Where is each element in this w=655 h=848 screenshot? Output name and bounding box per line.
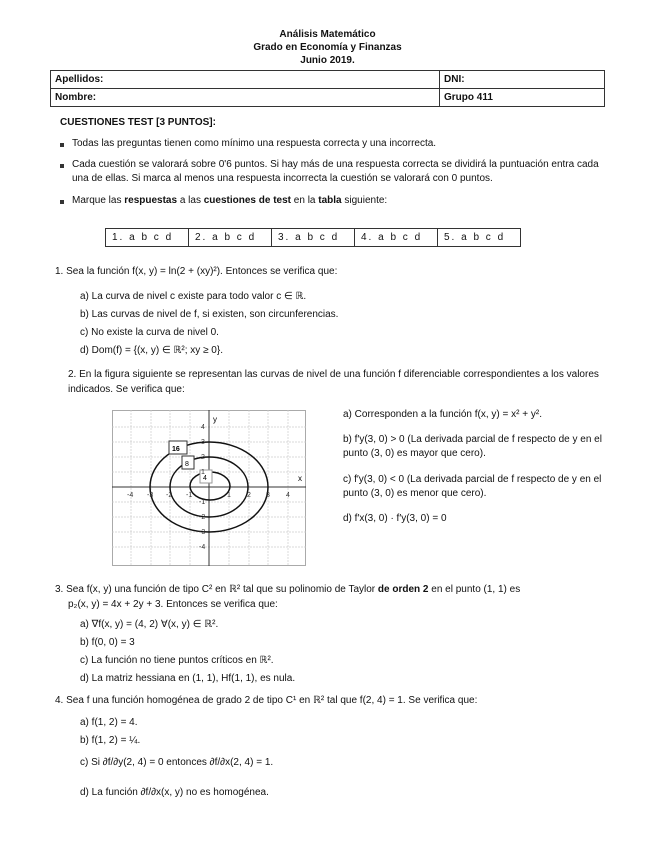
y-tick: 3	[201, 439, 205, 446]
apellidos-field[interactable]: Apellidos:	[51, 71, 440, 89]
text: de orden 2	[377, 584, 429, 595]
instruction-1: Todas las preguntas tienen como mínimo una respuesta correcta y una incorrecta.	[72, 138, 437, 149]
question-4-stem: 4. Sea f una función homogénea de grado 2 de tipo C¹ en ℝ² tal que f(2, 4) = 1. Se verifica que:	[55, 695, 478, 706]
question-2-stem: 2. En la figura siguiente se representan las curvas de nivel de una función f diferenciable correspondientes a los valores indicados. Se verifica que:	[68, 369, 599, 395]
answer-cell-5[interactable]: 5. a b c d	[438, 229, 521, 247]
y-tick: -2	[199, 514, 206, 521]
y-tick: -3	[199, 529, 206, 536]
text: respuestas	[124, 195, 178, 206]
question-3-stem-line2: p₂(x, y) = 4x + 2y + 3. Entonces se verifica que:	[68, 599, 278, 610]
answer-table	[105, 228, 521, 247]
text: siguiente:	[341, 195, 388, 206]
q4-option-b: b) f(1, 2) = ¼.	[80, 735, 141, 746]
text: a las	[177, 195, 204, 206]
answer-cell-4[interactable]: 4. a b c d	[355, 229, 438, 247]
question-3-stem	[55, 584, 520, 595]
text: Marque las	[72, 195, 125, 206]
dni-field[interactable]: DNI:	[440, 71, 605, 89]
level-label-8: 8	[185, 461, 189, 468]
level-label-4: 4	[203, 475, 207, 482]
x-axis-label: x	[298, 474, 302, 483]
q4-option-c: c) Si ∂f/∂y(2, 4) = 0 entonces ∂f/∂x(2, 4) = 1.	[80, 757, 274, 768]
text: en el punto (1, 1) es	[428, 584, 521, 595]
q2-option-c: c) f′y(3, 0) < 0 (La derivada parcial de f respecto de y en el punto (3, 0) es menor que cero).	[343, 474, 602, 499]
q2-option-a: a) Corresponden a la función f(x, y) = x² + y².	[343, 409, 542, 420]
q2-option-b: b) f′y(3, 0) > 0 (La derivada parcial de f respecto de y en el punto (3, 0) es mayor que cero).	[343, 434, 602, 459]
x-tick: 1	[227, 492, 231, 499]
y-tick: -4	[199, 544, 206, 551]
q3-option-b: b) f(0, 0) = 3	[80, 637, 135, 648]
answer-cell-2[interactable]: 2. a b c d	[189, 229, 272, 247]
course-title: Análisis Matemático	[279, 29, 376, 40]
q1-option-c: c) No existe la curva de nivel 0.	[80, 327, 219, 338]
student-info-table	[50, 70, 605, 107]
answer-cell-3[interactable]: 3. a b c d	[272, 229, 355, 247]
q3-option-a: a) ∇f(x, y) = (4, 2) ∀(x, y) ∈ ℝ².	[80, 619, 219, 630]
q4-option-d: d) La función ∂f/∂x(x, y) no es homogénea.	[80, 787, 269, 798]
x-tick: -1	[186, 492, 193, 499]
x-tick: -2	[166, 492, 173, 499]
level-label-16: 16	[172, 446, 180, 453]
q1-option-d: d) Dom(f) = {(x, y) ∈ ℝ²; xy ≥ 0}.	[80, 345, 223, 356]
q2-option-d: d) f′x(3, 0) · f′y(3, 0) = 0	[343, 513, 447, 524]
q3-option-c: c) La función no tiene puntos críticos en ℝ².	[80, 655, 274, 666]
y-tick: 1	[201, 469, 205, 476]
q1-option-b: b) Las curvas de nivel de f, si existen, son circunferencias.	[80, 309, 339, 320]
nombre-field[interactable]: Nombre:	[51, 89, 440, 107]
instruction-3	[72, 194, 602, 208]
instruction-2: Cada cuestión se valorará sobre 0'6 puntos. Si hay más de una respuesta correcta se dividirá la puntuación entra cada una de ellas. Si marca al menos una respuesta incorrecta la cuestión se valorará con 0 puntos.	[72, 159, 599, 184]
answer-cell-1[interactable]: 1. a b c d	[106, 229, 189, 247]
q4-option-a: a) f(1, 2) = 4.	[80, 717, 138, 728]
x-tick: 4	[286, 492, 290, 499]
section-title: CUESTIONES TEST [3 PUNTOS]:	[60, 117, 216, 128]
exam-date: Junio 2019.	[300, 55, 355, 66]
y-tick: 4	[201, 424, 205, 431]
q3-option-d: d) La matriz hessiana en (1, 1), Hf(1, 1), es nula.	[80, 673, 296, 684]
q1-option-a: a) La curva de nivel c existe para todo valor c ∈ ℝ.	[80, 291, 307, 302]
grupo-field: Grupo 411	[440, 89, 605, 107]
y-tick: -1	[199, 499, 206, 506]
level-curves-figure	[112, 410, 306, 566]
y-axis-label: y	[213, 415, 217, 424]
text: en la	[291, 195, 319, 206]
x-tick: -4	[127, 492, 134, 499]
x-tick: 2	[247, 492, 251, 499]
x-tick: 3	[266, 492, 270, 499]
degree-title: Grado en Economía y Finanzas	[253, 42, 402, 53]
y-tick: 2	[201, 454, 205, 461]
text: cuestiones de test	[203, 195, 292, 206]
x-tick: -3	[147, 492, 154, 499]
question-1-stem: 1. Sea la función f(x, y) = ln(2 + (xy)²). Entonces se verifica que:	[55, 266, 338, 277]
text: tabla	[318, 195, 342, 206]
text: 3. Sea f(x, y) una función de tipo C² en ℝ² tal que su polinomio de Taylor	[55, 584, 378, 595]
